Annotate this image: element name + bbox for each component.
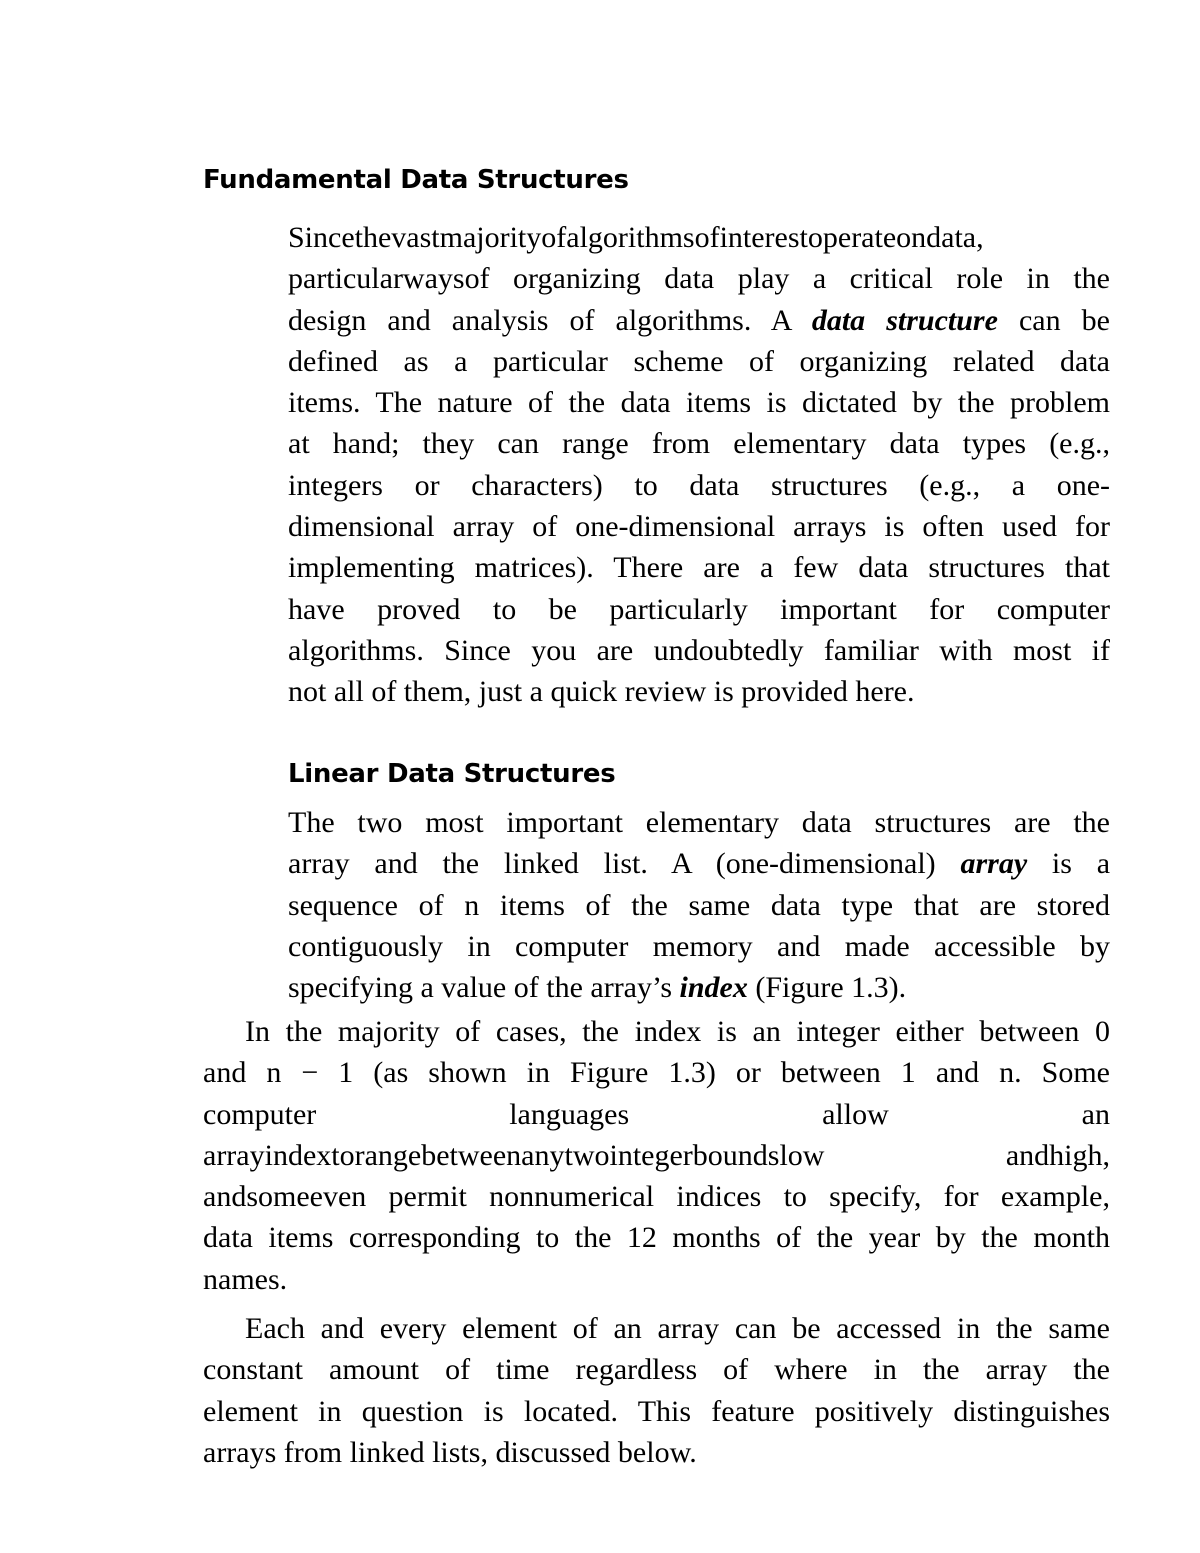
paragraph-line	[288, 843, 1110, 884]
paragraph-line: arrays from linked lists, discussed below.	[203, 1435, 697, 1469]
paragraph-line: algorithms. Since you are undoubtedly familiar with most if	[288, 633, 1110, 667]
term-index: index	[679, 971, 748, 1005]
paragraph-line: not all of them, just a quick review is provided here.	[288, 675, 915, 709]
paragraph-line: contiguously in computer memory and made accessible by	[288, 929, 1110, 963]
intro-paragraph	[288, 217, 1110, 713]
paragraph-line: and n − 1 (as shown in Figure 1.3) or between 1 and n. Some	[203, 1056, 1110, 1090]
paragraph-line: andsomeeven permit nonnumerical indices to specify, for example,	[203, 1180, 1110, 1214]
term-data-structure: data structure	[811, 303, 998, 337]
section-heading: Fundamental Data Structures	[203, 165, 629, 195]
paragraph-line: integers or characters) to data structures (e.g., a one-	[288, 468, 1110, 502]
paragraph-line: dimensional array of one-dimensional arrays is often used for	[288, 510, 1110, 544]
paragraph-line: sequence of n items of the same data type that are stored	[288, 888, 1110, 922]
linear-paragraph	[288, 802, 1110, 1008]
line-text: can be	[1018, 303, 1110, 337]
indices-paragraph	[203, 1011, 1110, 1300]
paragraph-line: Sincethevastmajorityofalgorithmsofinterestoperateondata,	[288, 221, 984, 254]
paragraph-line: at hand; they can range from elementary data types (e.g.,	[288, 427, 1110, 461]
paragraph-line	[288, 967, 1110, 1008]
paragraph-line: items. The nature of the data items is dictated by the problem	[288, 386, 1110, 420]
paragraph-line: element in question is located. This feature positively distinguishes	[203, 1394, 1110, 1428]
subsection-heading: Linear Data Structures	[288, 759, 616, 789]
paragraph-line: constant amount of time regardless of where in the array the	[203, 1353, 1110, 1387]
paragraph-line: Each and every element of an array can be accessed in the same	[245, 1312, 1110, 1345]
access-time-paragraph	[203, 1308, 1110, 1473]
line-text: is a	[1051, 847, 1111, 881]
paragraph-line: The two most important elementary data structures are the	[288, 806, 1110, 839]
line-text: specifying a value of the array’s	[288, 971, 673, 1005]
paragraph-line: arrayindextorangebetweenanytwointegerboundslow andhigh,	[203, 1138, 1110, 1172]
paragraph-line: In the majority of cases, the index is an integer either between 0	[245, 1015, 1110, 1048]
line-text: design and analysis of algorithms. A	[288, 303, 791, 337]
paragraph-line: implementing matrices). There are a few data structures that	[288, 551, 1110, 585]
paragraph-line: particularwaysof organizing data play a critical role in the	[288, 262, 1110, 296]
paragraph-line: names.	[203, 1262, 288, 1296]
paragraph-line: computer languages allow an	[203, 1097, 1110, 1131]
term-array: array	[960, 847, 1028, 881]
paragraph-line: defined as a particular scheme of organizing related data	[288, 344, 1110, 378]
paragraph-line	[288, 300, 1110, 341]
line-text: (Figure 1.3).	[755, 971, 907, 1005]
paragraph-line: data items corresponding to the 12 months of the year by the month	[203, 1221, 1110, 1255]
line-text: array and the linked list. A (one-dimensional)	[288, 847, 936, 881]
paragraph-line: have proved to be particularly important for computer	[288, 592, 1110, 626]
